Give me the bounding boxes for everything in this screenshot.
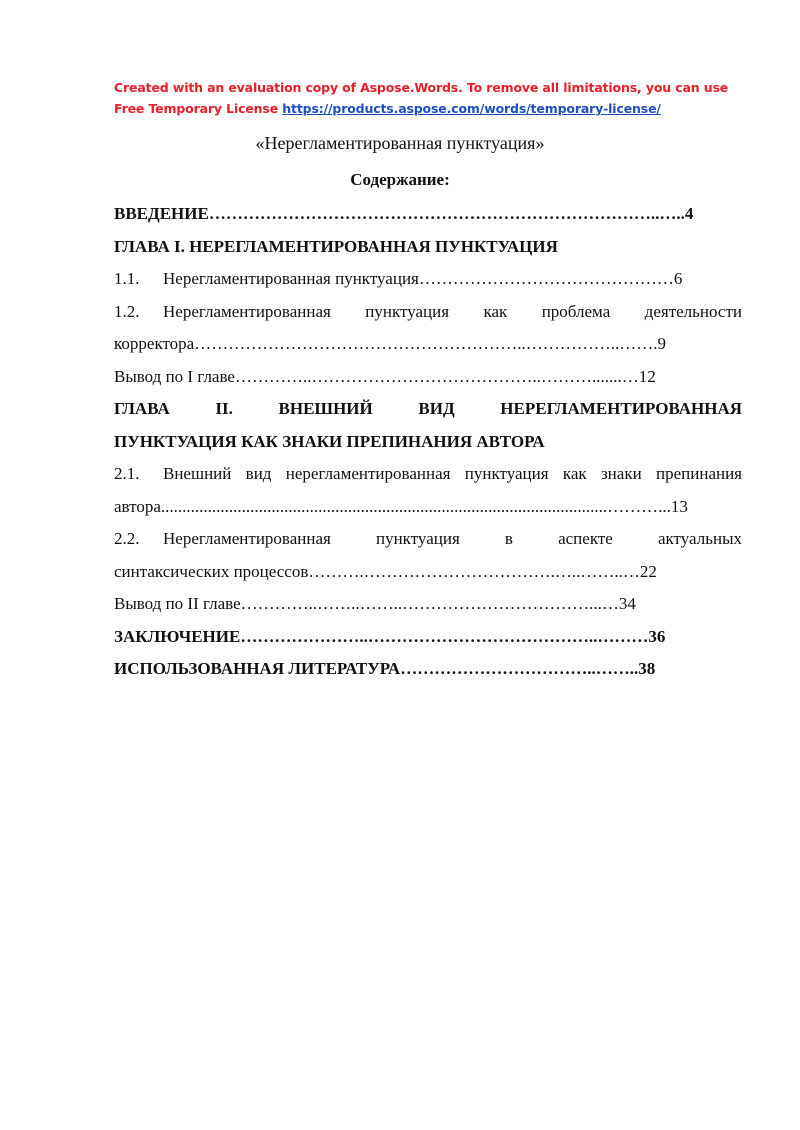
toc-entry-text: Нерегламентированная пунктуация в аспекте актуальных [163,529,742,548]
license-label: Free Temporary License [114,101,279,116]
toc-entry-chapter-1[interactable]: ГЛАВА I. НЕРЕГЛАМЕНТИРОВАННАЯ ПУНКТУАЦИЯ [114,236,558,256]
toc-entry-literature[interactable]: ИСПОЛЬЗОВАННАЯ ЛИТЕРАТУРА……………………………..……..38 [114,659,656,678]
table-of-contents [114,198,742,686]
toc-entry-2-1[interactable] [114,458,742,491]
toc-entry-conclusion-1[interactable]: Вывод по I главе…………..…………………………………..……….......…12 [114,366,656,386]
toc-entry-2-2-continued[interactable]: синтаксических процессов……….…………………………….…..……..…22 [114,561,657,581]
toc-entry-1-2-continued[interactable]: корректора…………………………………………………..……………..…….9 [114,334,666,353]
toc-entry-1-2[interactable] [114,296,742,329]
toc-entry-text: Внешний вид нерегламентированная пунктуация как знаки препинания [163,464,742,483]
document-title: «Нерегламентированная пунктуация» [255,133,545,153]
toc-number: 2.1. [114,464,140,483]
toc-number: 1.2. [114,301,140,321]
toc-number: 2.2. [114,529,140,548]
toc-entry-conclusion-2[interactable]: Вывод по II главе…………..……..……..……………………………...…34 [114,594,636,613]
toc-entry-2-2[interactable] [114,523,742,556]
toc-entry-chapter-2-continued[interactable]: ПУНКТУАЦИЯ КАК ЗНАКИ ПРЕПИНАНИЯ АВТОРА [114,431,545,451]
toc-entry-text: Нерегламентированная пунктуация как проблема деятельности [163,301,742,321]
toc-entry-conclusion[interactable]: ЗАКЛЮЧЕНИЕ…………………..…………………………………..………36 [114,626,666,646]
evaluation-notice [114,77,754,119]
license-link[interactable]: https://products.aspose.com/words/temporary-license/ [282,101,661,116]
toc-entry-intro[interactable]: ВВЕДЕНИЕ……………………………………………………………………..…..4 [114,204,694,223]
toc-entry-chapter-2[interactable]: ГЛАВА II. ВНЕШНИЙ ВИД НЕРЕГЛАМЕНТИРОВАННАЯ [114,399,742,418]
evaluation-notice-text: Created with an evaluation copy of Aspose.Words. To remove all limitations, you can use [114,80,729,95]
toc-number: 1.1. [114,269,140,288]
toc-entry-2-1-continued[interactable]: автора.........................................................................................................………...13 [114,496,688,516]
toc-heading: Содержание: [350,170,450,189]
toc-entry-1-1[interactable] [114,263,742,296]
toc-entry-text: Нерегламентированная пунктуация………………………………………6 [163,269,683,288]
